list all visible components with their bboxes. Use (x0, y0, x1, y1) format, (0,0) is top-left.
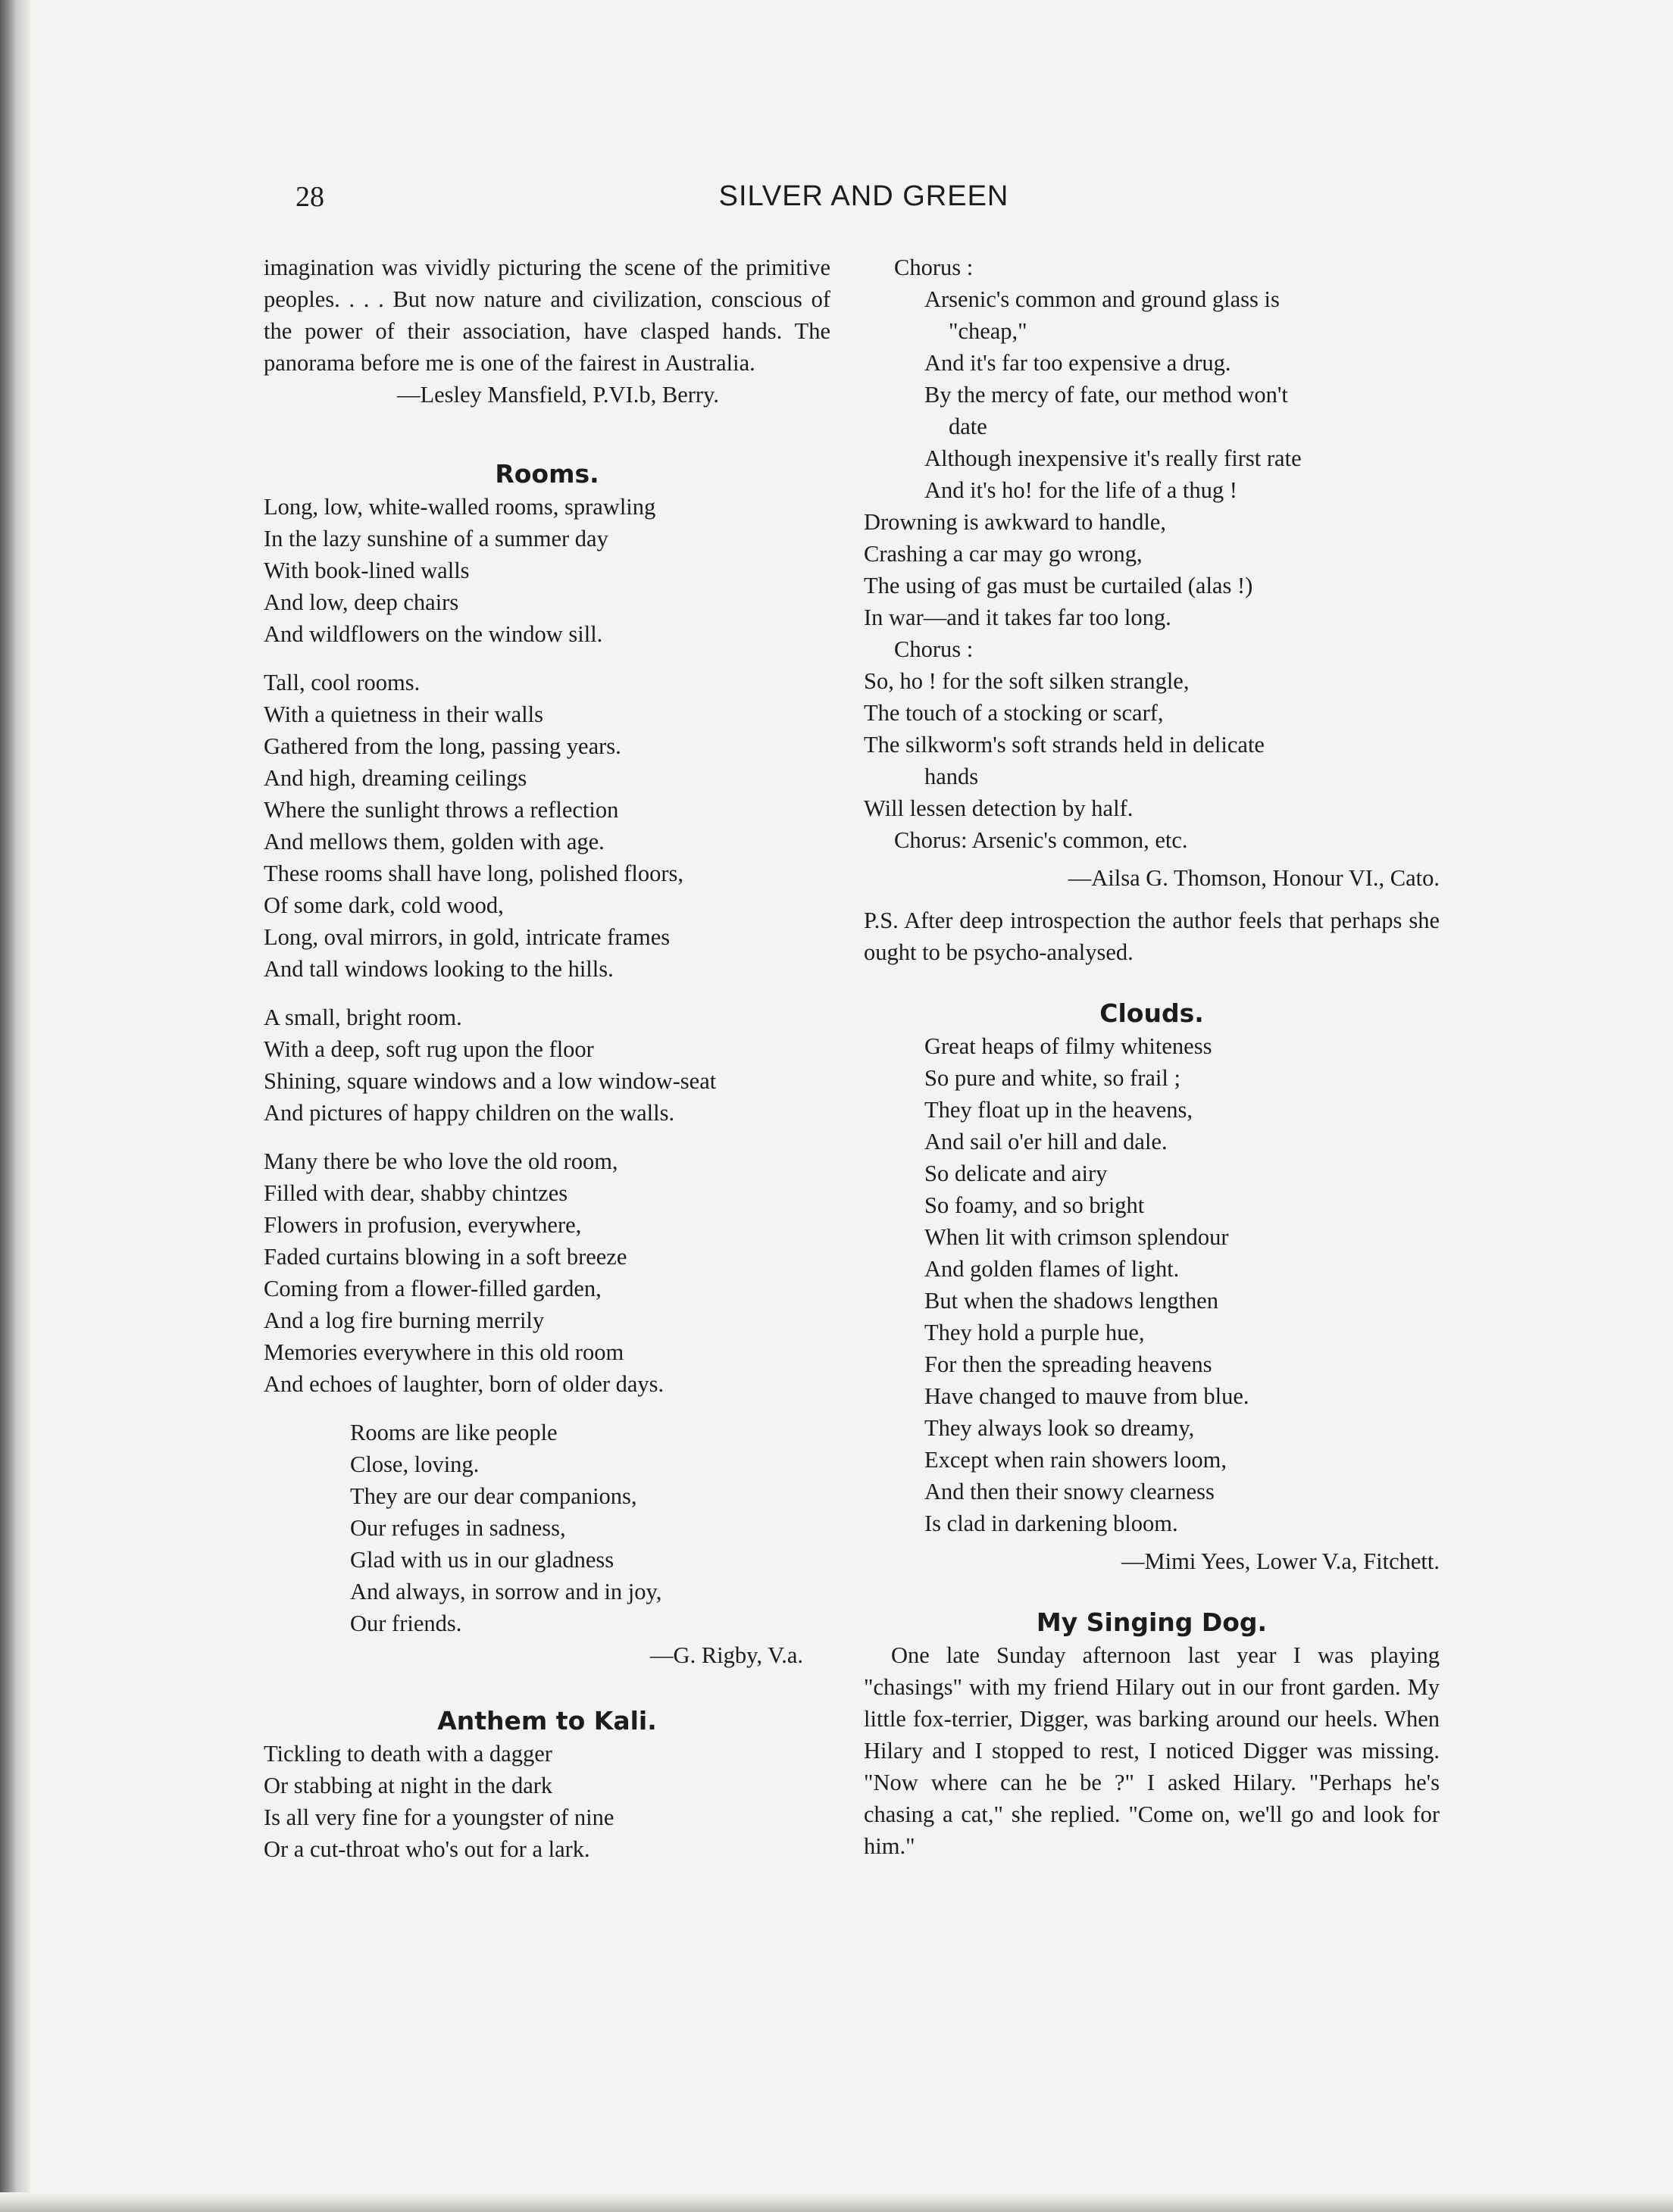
poem-line: Drowning is awkward to handle, (864, 509, 1166, 535)
poem-line: And it's ho! for the life of a thug ! (924, 477, 1237, 503)
poem-line: Arsenic's common and ground glass is (924, 286, 1280, 312)
chorus-reference: Chorus: Arsenic's common, etc. (894, 827, 1188, 853)
anthem-chorus (864, 283, 1440, 506)
poem-line: Gathered from the long, passing years. (264, 733, 621, 759)
poem-line: For then the spreading heavens (924, 1351, 1212, 1377)
clouds-title: Clouds. (1099, 998, 1204, 1028)
poem-line: Where the sunlight throws a reflection (264, 797, 619, 823)
poem-line: When lit with crimson splendour (924, 1224, 1229, 1250)
poem-line: Glad with us in our gladness (350, 1547, 614, 1573)
page-bottom-edge (0, 2192, 1673, 2212)
poem-line: Tickling to death with a dagger (264, 1741, 552, 1767)
poem-line: And mellows them, golden with age. (264, 829, 605, 854)
poem-line: And always, in sorrow and in joy, (350, 1579, 662, 1604)
continued-signature: —Lesley Mansfield, P.VI.b, Berry. (397, 382, 719, 408)
poem-line: Shining, square windows and a low window-seat (264, 1068, 717, 1094)
running-title: SILVER AND GREEN (718, 180, 1009, 212)
poem-line: "cheap," (949, 318, 1027, 344)
poem-line: With a deep, soft rug upon the floor (264, 1036, 594, 1062)
poem-line: And pictures of happy children on the walls. (264, 1100, 675, 1126)
anthem-signature: —Ailsa G. Thomson, Honour VI., Cato. (1068, 865, 1440, 891)
poem-line: So delicate and airy (924, 1161, 1108, 1186)
poem-line: And tall windows looking to the hills. (264, 956, 614, 982)
continued-paragraph: imagination was vividly picturing the scene of the primitive peoples. . . . But now nature and civilization, conscious of the power of their association, have clasped hands. The panorama before me is one of the fairest in Australia. (264, 255, 830, 376)
poem-line: Or stabbing at night in the dark (264, 1773, 553, 1798)
poem-line: date (949, 414, 987, 439)
rooms-title: Rooms. (495, 459, 599, 489)
poem-line: With book-lined walls (264, 558, 470, 583)
poem-line: Great heaps of filmy whiteness (924, 1033, 1212, 1059)
rooms-stanza-2 (264, 667, 830, 985)
dog-paragraph: One late Sunday afternoon last year I was playing "chasings" with my friend Hilary out in our front garden. My little fox-terrier, Digger, was barking around our heels. When Hilary and I stopped to rest, I noticed Digger was missing. "Now where can he be ?" I asked Hilary. "Perhaps he's chasing a cat," she replied. "Come on, we'll go and look for him." (864, 1642, 1440, 1859)
poem-line: So pure and white, so frail ; (924, 1065, 1180, 1091)
poem-line: And a log fire burning merrily (264, 1308, 545, 1333)
rooms-signature: —G. Rigby, V.a. (650, 1642, 803, 1668)
rooms-stanza-1 (264, 491, 830, 650)
poem-line: The silkworm's soft strands held in delicate (864, 732, 1265, 758)
poem-line: The using of gas must be curtailed (alas !) (864, 573, 1253, 598)
poem-line: By the mercy of fate, our method won't (924, 382, 1288, 408)
clouds-poem (864, 1030, 1440, 1539)
rooms-stanza-4 (264, 1145, 830, 1400)
poem-line: And wildflowers on the window sill. (264, 621, 603, 647)
poem-line: So foamy, and so bright (924, 1192, 1145, 1218)
poem-line: In war—and it takes far too long. (864, 605, 1171, 630)
poem-line: They always look so dreamy, (924, 1415, 1195, 1441)
poem-line: Filled with dear, shabby chintzes (264, 1180, 568, 1206)
dog-title: My Singing Dog. (1036, 1607, 1268, 1637)
rooms-stanza-3 (264, 1001, 830, 1129)
poem-line: Long, low, white-walled rooms, sprawling (264, 494, 656, 520)
poem-line: But when the shadows lengthen (924, 1288, 1218, 1314)
poem-line: And golden flames of light. (924, 1256, 1180, 1282)
book-binding-edge (0, 0, 30, 2212)
rooms-stanza-5 (264, 1417, 830, 1639)
chorus-label: Chorus : (894, 255, 974, 280)
chorus-label-2: Chorus : (894, 636, 974, 662)
poem-line: They are our dear companions, (350, 1483, 637, 1509)
left-column (264, 252, 830, 1865)
poem-line: Tall, cool rooms. (264, 670, 421, 695)
poem-line: So, ho ! for the soft silken strangle, (864, 668, 1190, 694)
anthem-title: Anthem to Kali. (437, 1706, 657, 1736)
poem-line: Although inexpensive it's really first rate (924, 445, 1302, 471)
poem-line: Our friends. (350, 1611, 462, 1636)
poem-line: Have changed to mauve from blue. (924, 1383, 1249, 1409)
page-number: 28 (296, 181, 324, 213)
clouds-signature: —Mimi Yees, Lower V.a, Fitchett. (1121, 1548, 1440, 1574)
poem-line: They hold a purple hue, (924, 1320, 1145, 1345)
poem-line: And echoes of laughter, born of older days. (264, 1371, 665, 1397)
poem-line: Close, loving. (350, 1451, 480, 1477)
postscript: P.S. After deep introspection the author feels that perhaps she ought to be psycho-analysed. (864, 908, 1440, 965)
anthem-stanza-3 (864, 665, 1440, 824)
poem-line: These rooms shall have long, polished floors, (264, 861, 683, 886)
poem-line: Memories everywhere in this old room (264, 1339, 624, 1365)
poem-line: Long, oval mirrors, in gold, intricate frames (264, 924, 671, 950)
right-column (864, 252, 1440, 1862)
poem-line: They float up in the heavens, (924, 1097, 1193, 1123)
poem-line: The touch of a stocking or scarf, (864, 700, 1164, 726)
poem-line: Flowers in profusion, everywhere, (264, 1212, 582, 1238)
poem-line: Crashing a car may go wrong, (864, 541, 1143, 567)
anthem-stanza-1 (264, 1738, 830, 1865)
poem-line: And it's far too expensive a drug. (924, 350, 1231, 376)
poem-line: Rooms are like people (350, 1420, 558, 1445)
poem-line: Our refuges in sadness, (350, 1515, 566, 1541)
poem-line: Except when rain showers loom, (924, 1447, 1227, 1473)
anthem-stanza-2 (864, 506, 1440, 633)
poem-line: A small, bright room. (264, 1004, 462, 1030)
poem-line: And sail o'er hill and dale. (924, 1129, 1168, 1154)
poem-line: Or a cut-throat who's out for a lark. (264, 1836, 590, 1862)
page-header (0, 176, 1673, 221)
poem-line: Coming from a flower-filled garden, (264, 1276, 602, 1301)
poem-line: Faded curtains blowing in a soft breeze (264, 1244, 627, 1270)
poem-line: In the lazy sunshine of a summer day (264, 526, 608, 551)
poem-line: Of some dark, cold wood, (264, 892, 504, 918)
poem-line: Will lessen detection by half. (864, 795, 1134, 821)
poem-line: hands (924, 764, 979, 789)
poem-line: And then their snowy clearness (924, 1479, 1215, 1504)
poem-line: Is clad in darkening bloom. (924, 1511, 1178, 1536)
poem-line: Many there be who love the old room, (264, 1148, 618, 1174)
poem-line: Is all very fine for a youngster of nine (264, 1804, 614, 1830)
poem-line: And high, dreaming ceilings (264, 765, 527, 791)
poem-line: And low, deep chairs (264, 589, 459, 615)
poem-line: With a quietness in their walls (264, 701, 543, 727)
